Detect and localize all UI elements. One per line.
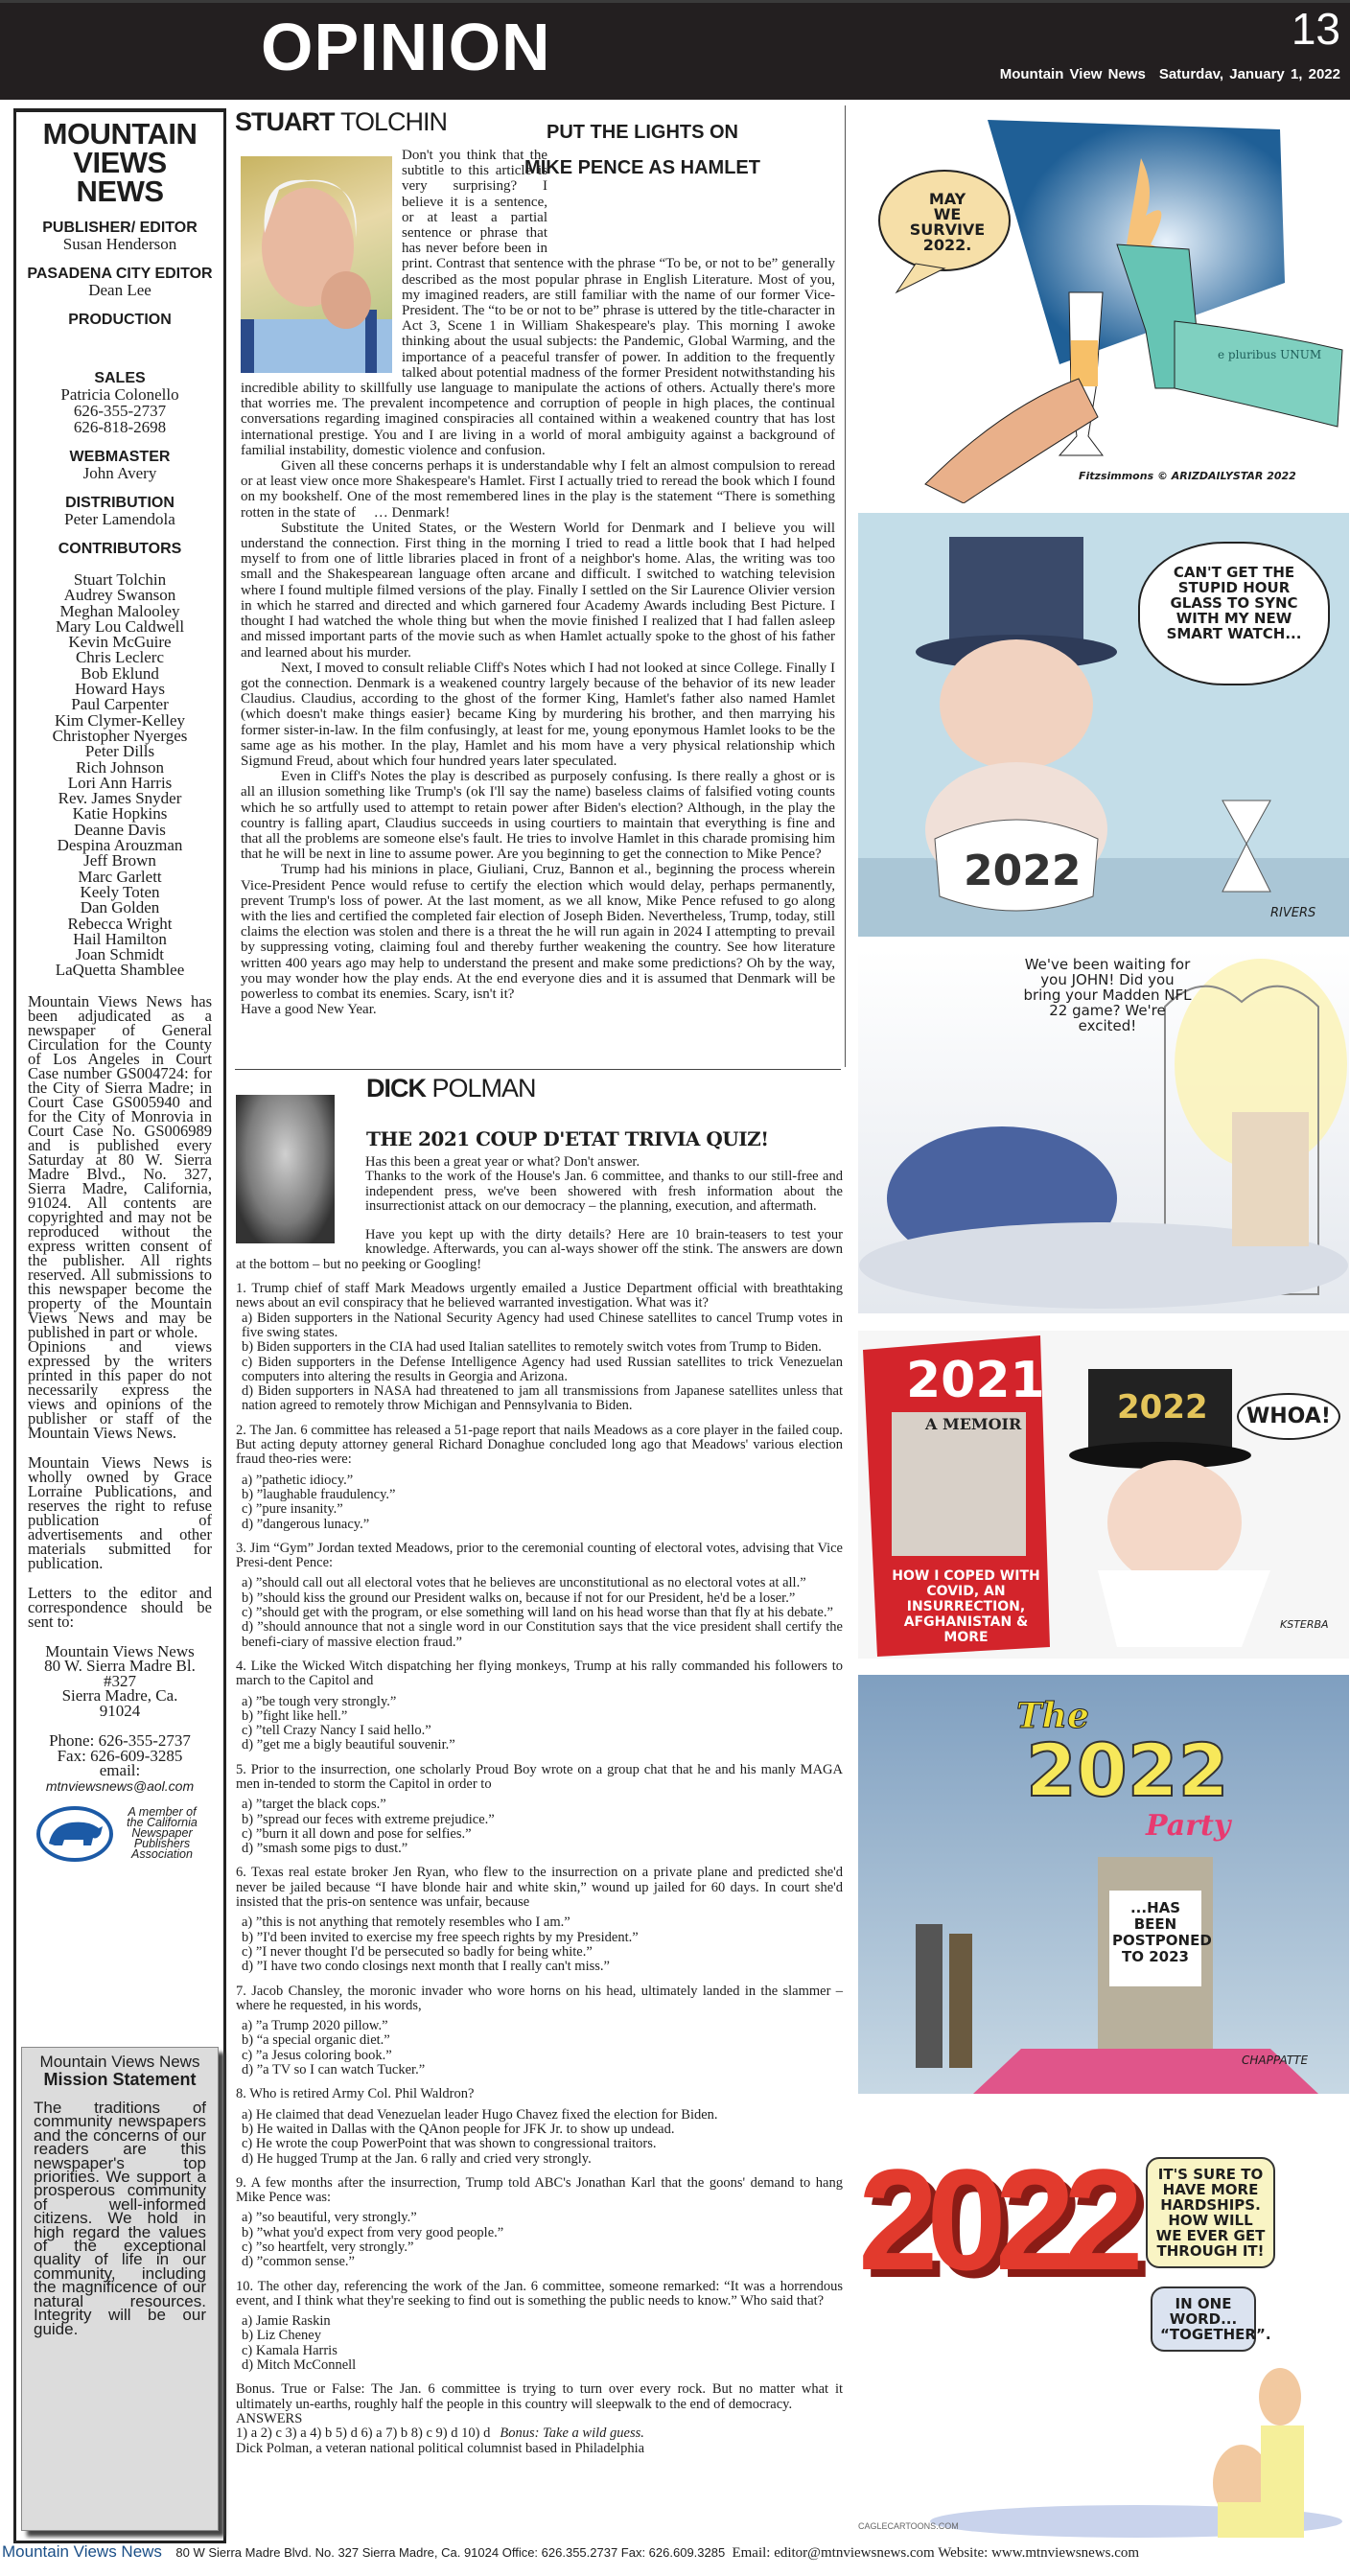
party-sign-year: 2022 [1026, 1728, 1229, 1813]
answers-bonus: Bonus: Take a wild guess. [500, 2425, 644, 2442]
speech-bubble [895, 192, 1000, 253]
contact-line: Phone: 626-355-2737 [49, 1731, 191, 1751]
contributor-name: Stuart Tolchin [73, 570, 167, 589]
quiz-option: b) ”should kiss the ground our President walks on, because if not for our President, he'd be a loser.” [242, 1590, 796, 1606]
legal-paragraph: Mountain Views News is wholly owned by Grace Lorraine Publications, and reserves the right to refuse publication of advertisements and other materials submitted for publication. [28, 1452, 212, 1572]
quiz-option: b) ”fight like hell.” [242, 1707, 348, 1724]
quiz-option: c) ”burn it all down and pose for selfies.” [242, 1825, 472, 1842]
intro-paragraph: Have you kept up with the dirty details? Here are 10 brain-teasers to test your knowledge. Afterwards, you can al-ways shower off the stink. The answers are down at the bottom – but no peeking or Googling! [236, 1227, 843, 1272]
contact-line: email: [99, 1761, 141, 1780]
cnpa-text: A member of the California Newspaper Publishers Association [127, 1805, 198, 1862]
cartoonist-signature: Fitzsimmons © ARIZDAILYSTAR 2022 [1079, 470, 1296, 482]
quiz-option: b) Liz Cheney [242, 2328, 321, 2344]
book-year: 2021 [906, 1352, 1045, 1409]
quiz-question: 7. Jacob Chansley, the moronic invader who wore horns on his head, ultimately landed in the slammer – where he requested, in his words, [236, 1983, 843, 2013]
bubble-line: MAY [928, 190, 966, 208]
article-body [230, 1155, 849, 2456]
address-line: 91024 [99, 1701, 141, 1720]
quiz-option: a) ”target the black cops.” [242, 1797, 386, 1813]
quiz-question: 8. Who is retired Army Col. Phil Waldron? [236, 2086, 475, 2102]
staff-role: SALES [94, 370, 146, 386]
cnpa-bear-logo-icon [35, 1805, 114, 1863]
cartoonist-signature: KSTERBA [1280, 1618, 1329, 1631]
staff-name: Dean Lee [88, 281, 151, 299]
quiz-option: d) ”get me a bigly beautiful souvenir.” [242, 1737, 455, 1753]
staff-name: 626-818-2698 [73, 418, 167, 436]
staff-name: John Avery [82, 464, 157, 482]
contributor-name: Despina Arouzman [57, 836, 183, 855]
contributor-name: Jeff Brown [83, 851, 156, 870]
contributor-name: Joan Schmidt [75, 945, 165, 964]
author-bio: Dick Polman, a veteran national political columnist based in Philadelphia [236, 2440, 645, 2456]
quiz-option: b) ”what you'd expect from very good people.” [242, 2224, 504, 2240]
cnpa-membership [16, 1805, 223, 1863]
staff-role: DISTRIBUTION [65, 495, 175, 511]
article-divider [235, 1069, 841, 1070]
book-title: A MEMOIR [925, 1415, 1022, 1433]
legal-paragraph: Mountain Views News has been adjudicated as a newspaper of General Circulation for the County of Los Angeles in Court Case number GS004724: for the City of Sierra Madre; in Court Case GS005940 and for the City of Monrovia in Court Case No. GS006989 and is published every Saturday at 80 W. Sierra Madre Blvd., No. 327, Sierra Madre, California, 91024. All contents are copyrighted and may not be reproduced without the express written consent of the publisher. All rights reserved. All submissions to this newspaper become the property of the Mountain Views News and may be published in part or whole. [28, 991, 212, 1341]
bubble-line: WE SURVIVE [909, 205, 986, 239]
masthead-column [13, 108, 226, 2543]
author-byline [366, 1074, 536, 1103]
staff-list [16, 220, 223, 527]
speech-bubble: IT'S SURE TO HAVE MORE HARDSHIPS. HOW WILL WE EVER GET THROUGH IT! [1146, 2157, 1275, 2268]
contributors-list [16, 572, 223, 979]
cartoon-1 [858, 101, 1349, 503]
quiz-option: c) He wrote the coup PowerPoint that was shown to congressional traitors. [242, 2136, 657, 2152]
contributor-name: Katie Hopkins [72, 804, 168, 824]
contributor-name: Keely Toten [80, 882, 160, 901]
quiz-option: d) Biden supporters in NASA had threatened to jam all transmissions from Japanese satellites unless that nation agreed to remotely throw Michigan and Pennsylvania to Biden. [242, 1383, 843, 1414]
quiz-option: b) ”spread our feces with extreme prejudice.” [242, 1811, 495, 1827]
contributor-name: Marc Garlett [78, 867, 162, 886]
mission-body: The traditions of community newspapers and the concerns of our readers are this newspaper's top priorities. We support a prosperous community of well-informed citizens. We hold in high regard the values of the exceptional quality of life in our community, including the magnificence of our natural resources. Integrity will be our guide. [34, 2099, 206, 2338]
quiz-options [236, 1695, 843, 1753]
contributor-name: Dan Golden [80, 898, 160, 917]
footer-address: 80 W Sierra Madre Blvd. No. 327 Sierra Madre, Ca. 91024 Office: 626.355.2737 Fax: 626.609.3285 [175, 2545, 726, 2560]
bubble-line: 2022. [922, 236, 972, 254]
contributors-heading: CONTRIBUTORS [58, 541, 182, 557]
quiz-options [236, 2108, 843, 2167]
quiz-options [236, 2211, 843, 2269]
headline-line: PUT THE LIGHTS ON [547, 122, 738, 143]
answers-line [236, 2426, 843, 2441]
quiz-option: d) ”a TV so I can watch Tucker.” [242, 2062, 426, 2078]
mission-statement [21, 2047, 219, 2531]
book-subtitle: HOW I COPED WITH COVID, AN INSURRECTION, AFGHANISTAN & MORE [892, 1568, 1040, 1645]
staff-role: PRODUCTION [68, 312, 172, 328]
hat-year: 2022 [1117, 1388, 1208, 1427]
quiz-options [236, 1311, 843, 1414]
contributor-name: Mary Lou Caldwell [55, 616, 185, 636]
quiz-option: c) ”pure insanity.” [242, 1501, 343, 1518]
contact-info [16, 1733, 223, 1778]
quiz-question: 4. Like the Wicked Witch dispatching her flying monkeys, Trump at his rally commanded his followers to march to the Capitol and [236, 1658, 843, 1689]
footer-contact[interactable]: Email: editor@mtnviewsnews.com Website: www.mtnviewsnews.com [732, 2545, 1140, 2561]
contributor-name: Rebecca Wright [67, 914, 173, 933]
author-portrait-icon [241, 156, 392, 373]
article-paragraph: Given all these concerns perhaps it is understandable why I felt an almost compulsion to reread or at least view once more Shakespeare's Hamlet. First I actually tried to reread the book which I found on my bookshelf. One of the most remembered lines in the play is the statement “There is something rotten in the state of … Denmark! [241, 458, 835, 521]
speech-bubble: IN ONE WORD... “TOGETHER”. [1151, 2286, 1256, 2352]
quiz-question: 1. Trump chief of staff Mark Meadows urgently emailed a Justice Department official with breathtaking news about an evil conspiracy that he believed warranted investigation. What was it? [236, 1281, 843, 1311]
cartoon-6 [858, 2119, 1349, 2538]
cartoonist-signature: RIVERS [1270, 906, 1316, 920]
quiz-option: a) ”be tough very strongly.” [242, 1693, 397, 1709]
contributor-name: Howard Hays [75, 680, 165, 699]
author-last: POLMAN [431, 1074, 536, 1102]
contributor-name: Chris Leclerc [75, 648, 165, 667]
contributor-name: Rich Johnson [75, 757, 165, 777]
staff-name [16, 328, 223, 357]
quiz-option: d) ”smash some pigs to dust.” [242, 1841, 408, 1857]
author-last: TOLCHIN [340, 107, 448, 136]
quiz-question: 5. Prior to the insurrection, one scholarly Proud Boy wrote on a group chat that he and his manly MAGA men in-tended to storm the Capitol in order to [236, 1761, 843, 1792]
article-paragraph: Have a good New Year. [241, 1002, 377, 1018]
quiz-option: a) ”should call out all electoral votes that he believes are unconstitutional as no electoral votes at all.” [242, 1575, 806, 1591]
intro-paragraph: Thanks to the work of the House's Jan. 6 committee, and thanks to our still-free and independent press, we've been showered with fresh information about the insurrectionist attack on our democracy – the planning, execution, and aftermath. [365, 1169, 843, 1214]
article-paragraph: Next, I moved to consult reliable Cliff's Notes which I had not looked at since College. Finally I got the connection. Denmark is a weakened country largely because of the behavior of its new leader Claudius. Claudius, according to the ghost of the former King, Hamlet's father also named Hamlet (which doesn't make things easier} became King by murdering his brother, and then marrying his former sister-in-law. In the film confusingly, at least for me, young eponymous Hamlet looks to be the same age as his mother. In the play, Hamlet and his mom have a very physical relationship which Sigmund Freud, about which four hundred years later speculated. [241, 660, 835, 769]
big-year: 2022 [858, 2139, 1132, 2300]
contributor-name: Kim Clymer-Kelley [54, 710, 186, 730]
address-line: 80 W. Sierra Madre Bl. [44, 1657, 196, 1676]
quiz-option: c) ”tell Crazy Nancy I said hello.” [242, 1723, 431, 1739]
quiz-option: c) ”so heartfelt, very strongly.” [242, 2239, 414, 2255]
quiz-option: b) ”I'd been invited to exercise my free speech rights by my President.” [242, 1929, 639, 1945]
quiz-option: d) He hugged Trump at the Jan. 6 rally and cried very strongly. [242, 2150, 592, 2167]
article-paragraph: Even in Cliff's Notes the play is described as purposely confusing. Is there really a ghost or is all an illusion something like Trump's (ok I'll say the name) baseless claims of falsified voting counts which he so artfully used to attempt to retain power after Biden's election? Although, in the play the country is falling apart, Claudius succeeds in using courtiers to maintain that everything is fine and that all the problems are someone else's fault. He tries to involve Hamlet in this charade promising him that he will be next in line to assume power. Are you beginning to get the connection to Mike Pence? [241, 769, 835, 863]
author-first: STUART [235, 107, 335, 136]
mailing-address [16, 1641, 223, 1720]
legal-paragraph: Opinions and views expressed by the writers printed in this paper do not necessarily express the views and opinions of the publisher or staff of the Mountain Views News. [28, 1336, 212, 1442]
headline-line: MIKE PENCE AS HAMLET [524, 157, 760, 178]
author-byline [235, 107, 447, 137]
contributor-name: Kevin McGuire [68, 633, 172, 652]
speech-caption: We've been waiting for you JOHN! Did you bring your Madden NFL 22 game? We're excited! [1023, 956, 1192, 1034]
address-line: Mountain Views News [45, 1641, 195, 1660]
quiz-question: 3. Jim “Gym” Jordan texted Meadows, prior to the ceremonial counting of electoral votes, advising that Vice Presi-dent Pence: [236, 1540, 843, 1571]
masthead-line: NEWS [76, 174, 164, 208]
quiz-option: c) ”should get with the program, or else something will land on his head worse than that fly at his debate.” [242, 1605, 833, 1621]
contributor-name: Lori Ann Harris [67, 773, 173, 792]
answers-label: ANSWERS [236, 2410, 303, 2426]
quiz-options [236, 1798, 843, 1856]
staff-role: PASADENA CITY EDITOR [27, 266, 213, 282]
quiz-options [236, 1915, 843, 1974]
cartoonist-signature: CHAPPATTE [1242, 2054, 1309, 2067]
contributor-name: Meghan Malooley [59, 601, 180, 620]
quiz-option: d) ”should announce that not a single word in our Constitution says that the vice president shall certify the benefi-ciary of massive election fraud.” [242, 1619, 843, 1650]
quiz-options [236, 2314, 843, 2373]
arm-inscription: e pluribus UNUM [1218, 348, 1322, 361]
contributor-name: Christopher Nyerges [52, 726, 188, 745]
article-body [235, 148, 841, 1017]
staff-name: 626-355-2737 [73, 402, 167, 420]
contributor-name: Rev. James Snyder [58, 789, 182, 808]
contributor-name: LaQuetta Shamblee [55, 961, 185, 980]
quiz-options [236, 1576, 843, 1649]
staff-name: Peter Lamendola [64, 510, 175, 528]
contributor-name: Hail Hamilton [73, 929, 167, 948]
author-first: DICK [366, 1074, 426, 1102]
article-headline: THE 2021 COUP D'ETAT TRIVIA QUIZ! [366, 1127, 769, 1150]
quiz-option: a) ”a Trump 2020 pillow.” [242, 2018, 388, 2034]
cartoon-5 [858, 1675, 1349, 2094]
quiz-option: d) ”dangerous lunacy.” [242, 1516, 370, 1532]
quiz-option: d) Mitch McConnell [242, 2357, 357, 2374]
quiz-option: d) ”common sense.” [242, 2254, 355, 2270]
article-paragraph: Don't you think that the subtitle to this article is very surprising? I believe it is a sentence, or at least a partial sentence or phrase that has never before been in print. Contrast that sentence with the phrase “To be, or not to be” generally described as the most popular phrase in English Literature. Most of you, my imagined readers, are still familiar with the name of our former Vice-President. The “to be or not to be” phrase is uttered by the title-character in Act 3, Scene 1 in William Shakespeare's play. This morning I awoke thinking about the usual subjects: the Pandemic, Global Warming, and the importance of a peaceful transfer of power. In addition to the frequently talked about potential madness of the former President notwithstanding his incredible ability to skillfully use language to manipulate the actions of others. Actually there's more that worries me. The prevalent incompetence and corruption of people in high places, the continual conversations regarding imagined conspiracies all contained within a weakened country that has lost international prestige. You and I are living in a world of moral ambiguity against a background of familial instability, domestic violence and confusion. [241, 148, 835, 458]
email-link[interactable]: mtnviewsnews@aol.com [45, 1777, 195, 1794]
quiz-option: a) Jamie Raskin [242, 2313, 331, 2330]
quiz-options [236, 1474, 843, 1532]
contributor-name: Paul Carpenter [71, 695, 169, 714]
paper-name: Mountain View News [999, 66, 1146, 82]
intro-paragraph: Has this been a great year or what? Don't answer. [365, 1154, 640, 1170]
footer-brand: Mountain Views News [2, 2542, 162, 2561]
contributor-name: Audrey Swanson [63, 586, 176, 605]
quiz-option: b) “a special organic diet.” [242, 2032, 390, 2049]
quiz-option: a) He claimed that dead Venezuelan leader Hugo Chavez fixed the election for Biden. [242, 2106, 718, 2123]
contact-line: Fax: 626-609-3285 [57, 1746, 183, 1765]
legal-paragraph: Letters to the editor and correspondence should be sent to: [28, 1583, 212, 1631]
article-paragraph: Substitute the United States, or the Western World for Denmark and I believe you will understand the connection. First thing in the morning I tried to read a little book that I had helped myself to from one of little libraries placed in front of a neighbor's home. Alas, the writing was too small and the Shakespearean language often arcane and difficult. I switched to watching television where I found multiple filmed versions of the play. Finally I settled on the Sir Laurence Olivier version in which he starred and directed and which garnered four Academy Awards including Best Picture. I thought I had watched the whole thing but when the movie finished I realized that I had fallen asleep and missed important parts of the movie such as when Hamlet actually spoke to the ghost of his father and learned about his murder. [241, 520, 835, 661]
page-footer [0, 2542, 1350, 2563]
mission-heading: Mission Statement [43, 2070, 197, 2089]
quiz-question: 6. Texas real estate broker Jen Ryan, who flew to the insurrection on a private plane and predicted she'd never be jailed because “I have blonde hair and white skin,” wound up jailed for 60 days. In court she'd insisted that the pris-on sentence was unfair, because [236, 1865, 843, 1911]
quiz-option: d) ”I have two condo closings next month that I really can't miss.” [242, 1959, 610, 1975]
issue-date: Saturdav, January 1, 2022 [1158, 66, 1340, 82]
quiz-option: c) ”a Jesus coloring book.” [242, 2047, 392, 2063]
section-title: OPINION [261, 10, 551, 84]
article-paragraph: Trump had his minions in place, Giuliani, Cruz, Bannon et al., beginning the process wherein Vice-President Pence would refuse to certify the election which would delay, perhaps permanently, prevent Trump's loss of power. At the last moment, as we all know, Mike Pence refused to go along with the lies and certified the completed fair election of Joseph Biden. Nevertheless, Trump, today, still claims the election was stolen and there is a threat the he will run again in 2024 I attempting to prevail by suppressing voting, claiming foul and thereby further weakening the country. See how literature written 400 years ago may help to understand the present and make some predictions? Oh by the way, you may wonder how the play ends. At the end everyone dies and it is assumed that Denmark will be powerless to combat its enemies. Scary, isn't it? [241, 862, 835, 1002]
mission-title: Mountain Views News [39, 2053, 200, 2071]
party-sign-party: Party [1146, 1809, 1231, 1843]
contributor-name: Deanne Davis [74, 820, 166, 839]
speech-bubble: CAN'T GET THE STUPID HOUR GLASS TO SYNC WITH MY NEW SMART WATCH... [1138, 542, 1330, 685]
answers: 1) a 2) c 3) a 4) b 5) d 6) a 7) b 8) c 9) d 10) d [236, 2425, 491, 2442]
quiz-option: a) ”this is not anything that remotely resembles who I am.” [242, 1915, 570, 1931]
masthead-line: VIEWS [73, 146, 167, 179]
author-photo [241, 156, 392, 373]
address-line: Sierra Madre, Ca. [61, 1686, 178, 1706]
article-tolchin [230, 105, 846, 1067]
party-sign-title: The [1016, 1696, 1089, 1736]
quiz-option: a) ”so beautiful, very strongly.” [242, 2210, 417, 2226]
legal-notice [16, 991, 223, 1631]
staff-name: Susan Henderson [62, 235, 177, 253]
address-line: #327 [104, 1671, 136, 1690]
staff-name: Patricia Colonello [60, 385, 179, 404]
quiz-question: 9. A few months after the insurrection, Trump told ABC's Jonathan Karl that the goons' demand to hang Mike Pence was: [236, 2174, 843, 2206]
quiz-question: 10. The other day, referencing the work of the Jan. 6 committee, someone remarked: “It was a horrendous event, and I think what they're seeking to find out is something the public needs to know.” Who said that? [236, 2278, 843, 2309]
quiz-question: 2. The Jan. 6 committee has released a 51-page report that nails Meadows as a core player in the failed coup. But acting deputy attorney general Richard Donaghue concluded long ago that Meadows' various election fraud theo-ries were: [236, 1422, 843, 1468]
masthead-title [16, 117, 223, 208]
quiz-option: a) ”pathetic idiocy.” [242, 1472, 354, 1488]
contributor-name: Bob Eklund [81, 663, 159, 683]
page-header [0, 0, 1350, 100]
quiz-option: c) Kamala Harris [242, 2342, 338, 2358]
header-dateline [1000, 66, 1340, 82]
speech-bubble: WHOA! [1237, 1393, 1340, 1440]
quiz-option: c) ”I never thought I'd be persecuted so badly for being white.” [242, 1943, 593, 1960]
cartoon-2 [858, 513, 1349, 937]
quiz-option: b) He waited in Dallas with the QAnon people for JFK Jr. to show up undead. [242, 2121, 675, 2137]
cartoon-4 [858, 1331, 1349, 1659]
postponed-notice: ...HAS BEEN POSTPONED TO 2023 [1112, 1899, 1212, 1965]
cartoon-3 [858, 949, 1349, 1313]
diaper-year: 2022 [964, 847, 1082, 895]
staff-role: PUBLISHER/ EDITOR [42, 220, 198, 236]
quiz-option: a) Biden supporters in the National Security Agency had used Chinese satellites to cancel Trump votes in five swing states. [242, 1310, 843, 1340]
cartoon-toast-illustration [858, 101, 1349, 503]
staff-role: WEBMASTER [69, 449, 171, 465]
quiz-bonus: Bonus. True or False: The Jan. 6 committee is trying to turn over every rock. But no matter what it ultimately un-earths, roughly half the people in this country will sleepwalk to the end of democracy. [236, 2381, 843, 2412]
page-number: 13 [1291, 4, 1340, 54]
masthead-line: MOUNTAIN [42, 117, 198, 151]
quiz-options [236, 2019, 843, 2077]
quiz-option: c) Biden supporters in the Defense Intelligence Agency had used Russian satellites to trick Venezuelan computers into altering the results in Georgia and Arizona. [242, 1354, 843, 1384]
quiz-option: b) Biden supporters in the CIA had used Italian satellites to remotely switch votes from Trump to Biden. [242, 1339, 822, 1356]
contributor-name: Peter Dills [84, 742, 155, 761]
cartoon-credit: CAGLECARTOONS.COM [858, 2521, 959, 2531]
quiz-option: b) ”laughable fraudulency.” [242, 1486, 396, 1502]
